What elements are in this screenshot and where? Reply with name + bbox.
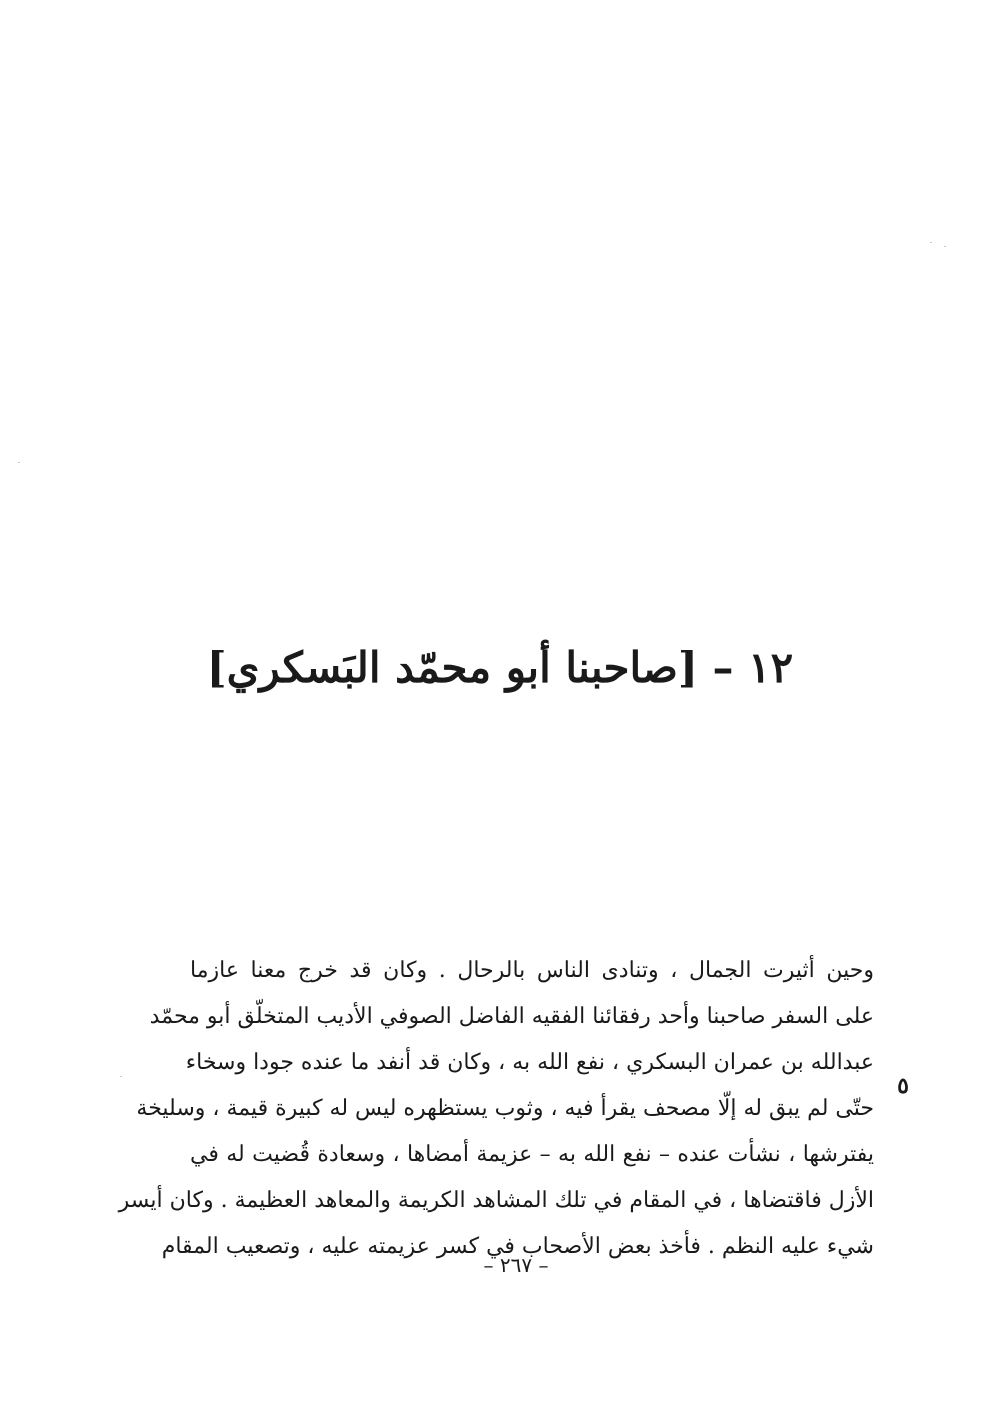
scan-speck <box>18 462 20 463</box>
body-text <box>118 948 874 1270</box>
line-number-marker: ٥ <box>897 1073 909 1099</box>
text-line: الأزل فاقتضاها ، في المقام في تلك المشاهد الكريمة والمعاهد العظيمة . وكان أيسر <box>118 1188 874 1213</box>
page-number: – ٢٦٧ – <box>483 1253 549 1277</box>
scan-speck <box>120 1076 122 1077</box>
scan-speck <box>930 242 932 243</box>
text-line: وحين أثيرت الجمال ، وتنادى الناس بالرحال . وكان قد خرج معنا عازما <box>190 958 874 983</box>
text-line: حتّى لم يبق له إلّا مصحف يقرأ فيه ، وثوب يستظهره ليس له كبيرة قيمة ، وسليخة <box>136 1096 874 1121</box>
text-line: على السفر صاحبنا وأحد رفقائنا الفقيه الفاضل الصوفي الأديب المتخلّق أبو محمّد <box>149 1004 874 1029</box>
chapter-heading: ١٢ – [صاحبنا أبو محمّد البَسكري] <box>206 643 794 692</box>
scan-speck <box>944 246 946 247</box>
text-line: يفترشها ، نشأت عنده – نفع الله به – عزيمة أمضاها ، وسعادة قُضيت له في <box>190 1142 874 1167</box>
text-line: عبدالله بن عمران البسكري ، نفع الله به ، وكان قد أنفد ما عنده جودا وسخاء <box>185 1050 874 1075</box>
text-line: شيء عليه النظم . فأخذ بعض الأصحاب في كسر عزيمته عليه ، وتصعيب المقام <box>161 1234 874 1259</box>
